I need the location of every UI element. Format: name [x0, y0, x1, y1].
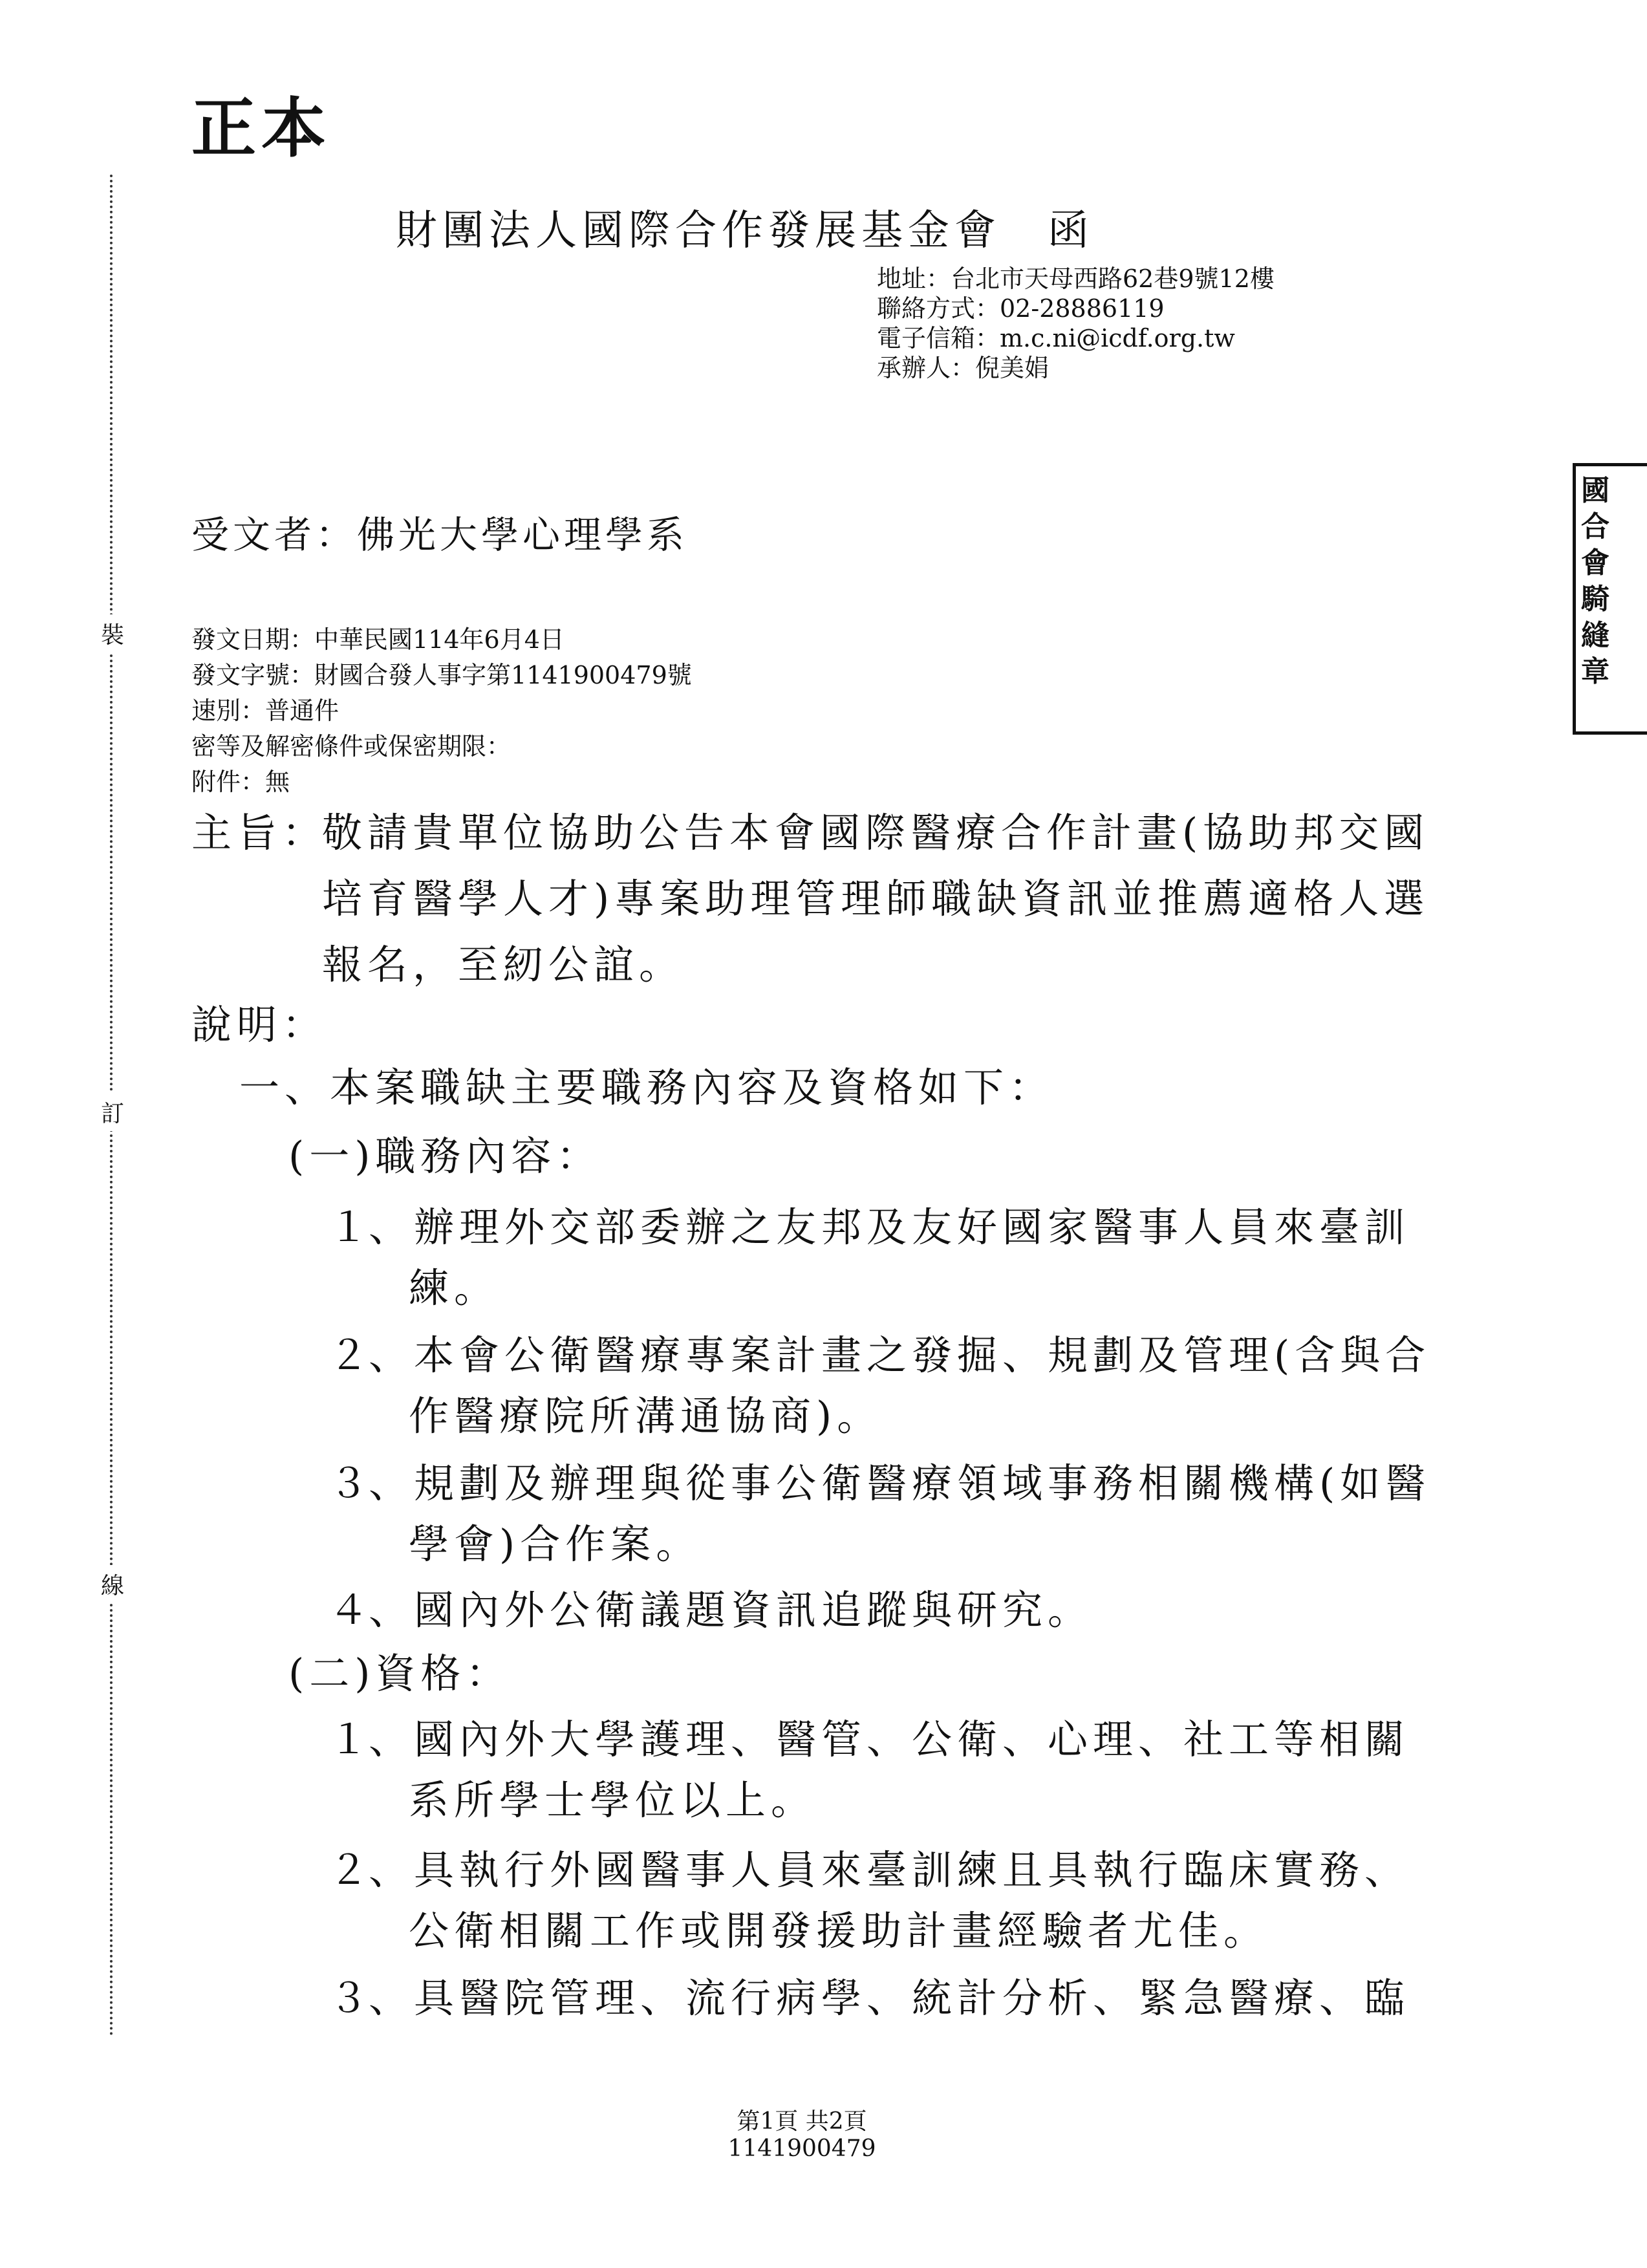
- recipient: 受文者：佛光大學心理學系: [191, 513, 689, 557]
- binding-mark-xian: 線: [101, 1565, 124, 1603]
- footer-document-number: 1141900479: [727, 2135, 876, 2162]
- subject-line-1: 敬請貴單位協助公告本會國際醫療合作計畫(協助邦交國: [322, 809, 1430, 856]
- organization-title: 財團法人國際合作發展基金會 函: [396, 207, 1094, 255]
- seam-stamp-text: 國合會騎縫章: [1581, 474, 1609, 688]
- qualification-2-number: ２: [328, 1846, 374, 1894]
- attachment: 附件：無: [191, 768, 290, 796]
- subject-label: 主旨：: [191, 809, 328, 856]
- duty-1-line-1: 、辦理外交部委辦之友邦及友好國家醫事人員來臺訓: [369, 1204, 1410, 1251]
- duty-2-line-2: 作醫療院所溝通協商)。: [409, 1392, 883, 1440]
- contact-handler: 承辦人：倪美娟: [877, 354, 1050, 382]
- binding-mark-zhuang: 裝: [101, 614, 124, 653]
- qualification-3-number: ３: [328, 1974, 374, 2022]
- duty-4-number: ４: [328, 1586, 374, 1634]
- duty-2-number: ２: [328, 1332, 374, 1379]
- contact-phone: 聯絡方式：02-28886119: [877, 294, 1165, 323]
- document-meta: [191, 622, 692, 800]
- duty-2-line-1: 、本會公衛醫療專案計畫之發掘、規劃及管理(含與合: [369, 1332, 1431, 1379]
- qualification-1-line-1: 、國內外大學護理、醫管、公衛、心理、社工等相關: [369, 1716, 1410, 1763]
- secrecy-level: 密等及解密條件或保密期限：: [191, 732, 511, 761]
- contact-block: [877, 264, 1275, 383]
- document-number: 發文字號：財國合發人事字第1141900479號: [191, 661, 692, 689]
- delivery-speed: 速別：普通件: [191, 697, 339, 725]
- duty-1-number: １: [328, 1204, 374, 1251]
- duties-heading: (一)職務內容：: [288, 1132, 602, 1180]
- qualification-1-number: １: [328, 1716, 374, 1763]
- duty-4-line-1: 、國內外公衛議題資訊追蹤與研究。: [369, 1586, 1093, 1634]
- section-1-heading: 一、本案職缺主要職務內容及資格如下：: [239, 1064, 1055, 1111]
- duty-3-number: ３: [328, 1460, 374, 1507]
- duty-3-line-2: 學會)合作案。: [409, 1520, 702, 1568]
- seam-stamp: [1573, 463, 1647, 735]
- binding-mark-ding: 訂: [101, 1093, 124, 1131]
- qualification-2-line-1: 、具執行外國醫事人員來臺訓練且具執行臨床實務、: [369, 1846, 1410, 1894]
- copy-label: 正本: [191, 90, 331, 166]
- contact-email: 電子信箱：m.c.ni@icdf.org.tw: [877, 324, 1235, 352]
- qualifications-heading: (二)資格：: [288, 1650, 511, 1697]
- footer-page-number: 第1頁 共2頁: [737, 2108, 867, 2135]
- subject-line-2: 培育醫學人才)專案助理管理師職缺資訊並推薦適格人選: [322, 875, 1430, 922]
- issue-date: 發文日期：中華民國114年6月4日: [191, 625, 565, 654]
- subject-line-3: 報名，至紉公誼。: [322, 941, 685, 988]
- qualification-3-line-1: 、具醫院管理、流行病學、統計分析、緊急醫療、臨: [369, 1974, 1410, 2022]
- duty-3-line-1: 、規劃及辦理與從事公衛醫療領域事務相關機構(如醫: [369, 1460, 1431, 1507]
- qualification-2-line-2: 公衛相關工作或開發援助計畫經驗者尤佳。: [409, 1907, 1269, 1954]
- explanation-label: 說明：: [191, 1001, 328, 1048]
- duty-1-line-2: 練。: [409, 1264, 500, 1312]
- contact-address: 地址：台北市天母西路62巷9號12樓: [877, 265, 1275, 293]
- qualification-1-line-2: 系所學士學位以上。: [409, 1777, 817, 1824]
